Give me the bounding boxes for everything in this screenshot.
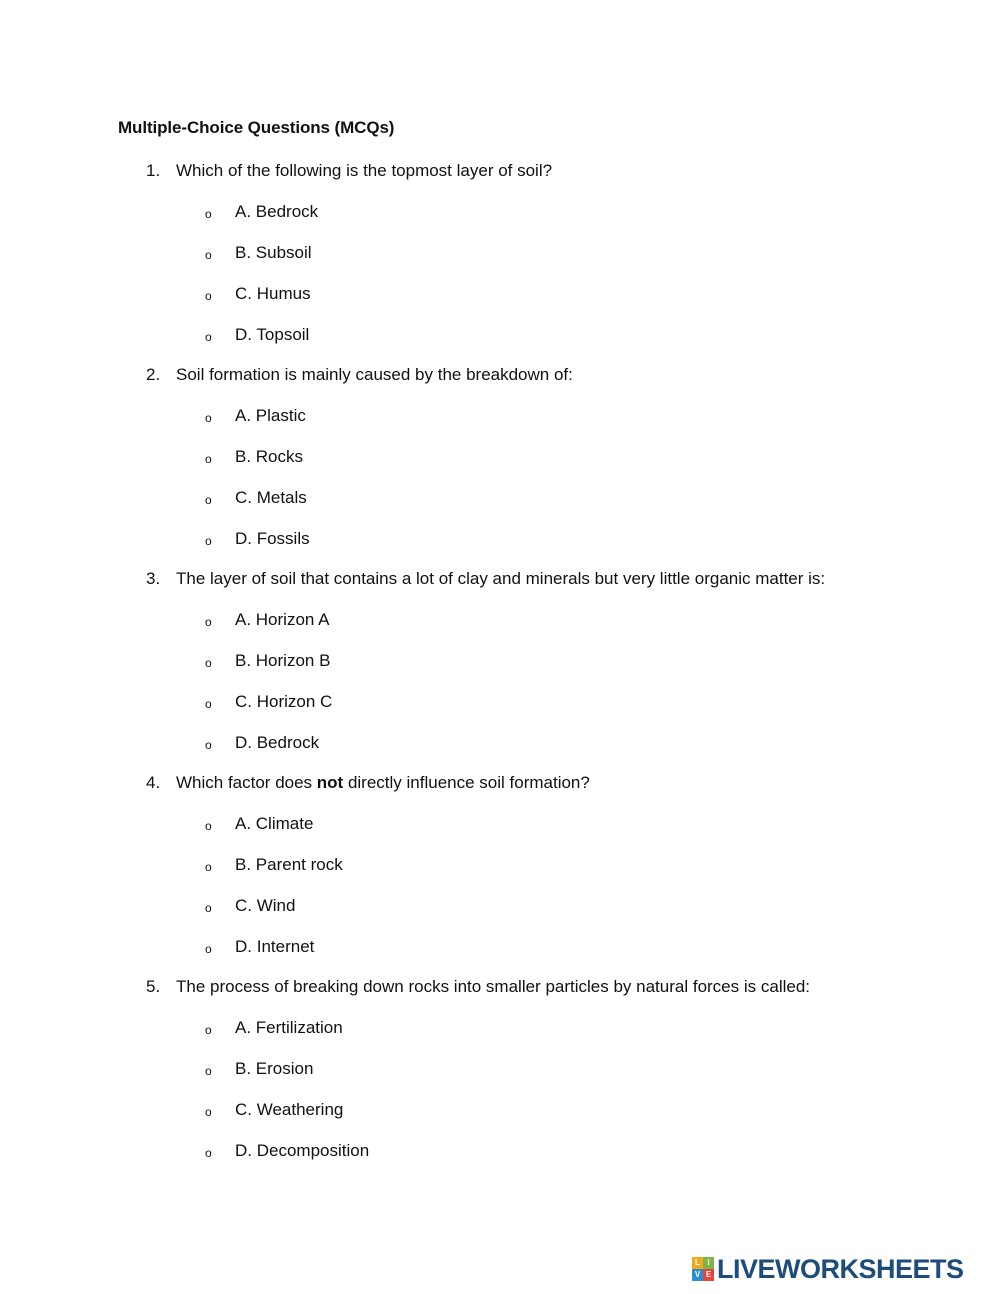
bullet-icon: o — [205, 207, 212, 221]
bullet-icon: o — [205, 942, 212, 956]
option-label: C. Wind — [235, 896, 296, 915]
option-5a[interactable] — [205, 1016, 343, 1041]
question-text: Soil formation is mainly caused by the breakdown of: — [176, 365, 573, 384]
question-text-emphasis: not — [316, 773, 344, 792]
bullet-icon: o — [205, 289, 212, 303]
logo-block: I — [703, 1257, 714, 1269]
bullet-icon: o — [205, 615, 212, 629]
option-3b[interactable] — [205, 649, 330, 674]
option-2c[interactable] — [205, 486, 307, 511]
option-2d[interactable] — [205, 527, 310, 552]
question-number: 5. — [146, 977, 161, 996]
question-text-part: directly influence soil formation? — [343, 773, 590, 792]
logo-text: LIVEWORKSHEETS — [717, 1253, 964, 1284]
bullet-icon: o — [205, 452, 212, 466]
bullet-icon: o — [205, 901, 212, 915]
option-2b[interactable] — [205, 445, 303, 470]
bullet-icon: o — [205, 1146, 212, 1160]
option-4d[interactable] — [205, 935, 314, 960]
option-3a[interactable] — [205, 608, 330, 633]
logo-block: E — [703, 1269, 714, 1281]
logo-block: L — [692, 1257, 703, 1269]
option-4b[interactable] — [205, 853, 343, 878]
bullet-icon: o — [205, 738, 212, 752]
question-1 — [146, 159, 552, 183]
bullet-icon: o — [205, 411, 212, 425]
option-5d[interactable] — [205, 1139, 369, 1164]
question-4 — [146, 771, 590, 795]
option-label: A. Climate — [235, 814, 314, 833]
bullet-icon: o — [205, 1105, 212, 1119]
option-label: B. Horizon B — [235, 651, 331, 670]
question-text: The process of breaking down rocks into smaller particles by natural forces is called: — [176, 977, 811, 996]
question-number: 4. — [146, 773, 161, 792]
option-label: D. Decomposition — [235, 1141, 370, 1160]
question-text-part: Which factor does — [176, 773, 317, 792]
option-label: D. Topsoil — [235, 325, 310, 344]
question-2 — [146, 363, 573, 387]
option-label: B. Rocks — [235, 447, 304, 466]
option-3c[interactable] — [205, 690, 332, 715]
option-5c[interactable] — [205, 1098, 343, 1123]
option-label: B. Parent rock — [235, 855, 343, 874]
liveworksheets-logo[interactable] — [692, 1254, 988, 1284]
option-label: C. Weathering — [235, 1100, 344, 1119]
bullet-icon: o — [205, 534, 212, 548]
option-2a[interactable] — [205, 404, 306, 429]
question-5 — [146, 975, 810, 999]
page-title: Multiple-Choice Questions (MCQs) — [118, 118, 395, 137]
option-5b[interactable] — [205, 1057, 313, 1082]
question-number: 1. — [146, 161, 161, 180]
bullet-icon: o — [205, 493, 212, 507]
question-text: Which of the following is the topmost layer of soil? — [176, 161, 553, 180]
option-4a[interactable] — [205, 812, 313, 837]
option-label: C. Humus — [235, 284, 311, 303]
bullet-icon: o — [205, 860, 212, 874]
option-label: A. Plastic — [235, 406, 306, 425]
option-4c[interactable] — [205, 894, 295, 919]
bullet-icon: o — [205, 819, 212, 833]
question-number: 3. — [146, 569, 161, 588]
bullet-icon: o — [205, 697, 212, 711]
logo-block: V — [692, 1269, 703, 1281]
option-label: B. Subsoil — [235, 243, 312, 262]
question-number: 2. — [146, 365, 161, 384]
option-label: C. Horizon C — [235, 692, 333, 711]
bullet-icon: o — [205, 656, 212, 670]
option-label: C. Metals — [235, 488, 307, 507]
option-label: A. Fertilization — [235, 1018, 343, 1037]
option-label: D. Internet — [235, 937, 315, 956]
bullet-icon: o — [205, 1064, 212, 1078]
option-label: D. Fossils — [235, 529, 310, 548]
option-label: B. Erosion — [235, 1059, 314, 1078]
bullet-icon: o — [205, 1023, 212, 1037]
bullet-icon: o — [205, 248, 212, 262]
bullet-icon: o — [205, 330, 212, 344]
option-label: A. Bedrock — [235, 202, 319, 221]
question-text: The layer of soil that contains a lot of clay and minerals but very little organic matter is: — [176, 569, 826, 588]
option-label: D. Bedrock — [235, 733, 320, 752]
question-text — [176, 773, 590, 792]
option-1a[interactable] — [205, 200, 318, 225]
option-1c[interactable] — [205, 282, 311, 307]
logo-blocks-icon — [692, 1257, 714, 1281]
option-1b[interactable] — [205, 241, 312, 266]
option-1d[interactable] — [205, 323, 309, 348]
option-3d[interactable] — [205, 731, 319, 756]
option-label: A. Horizon A — [235, 610, 330, 629]
question-3 — [146, 567, 825, 591]
